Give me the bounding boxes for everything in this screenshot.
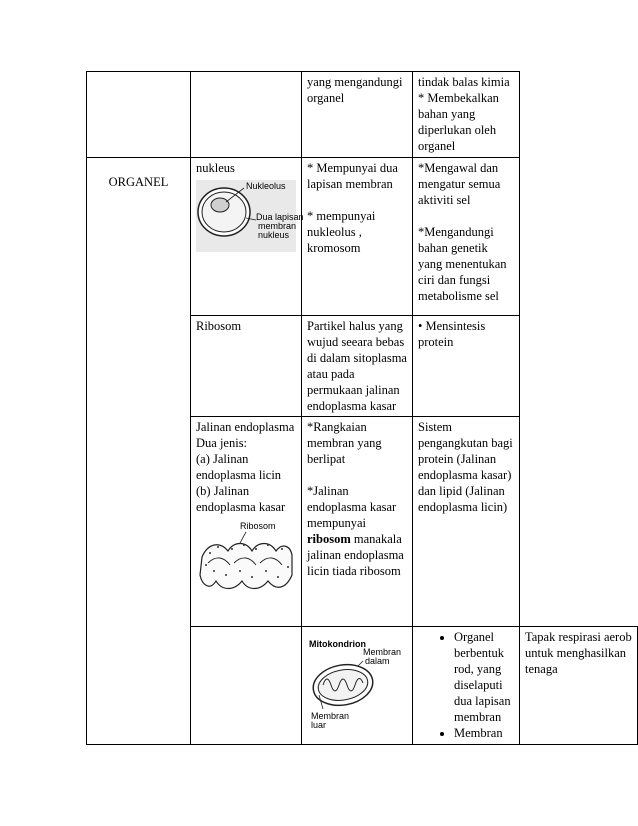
mitochondrion-diagram: [307, 633, 407, 733]
er-membrane: [200, 544, 292, 589]
label-nukleus: nukleus: [258, 230, 290, 240]
list-item: • Organel berbentuk rod, yang diselaputi dua lapisan membran: [454, 629, 514, 725]
cell-organel-name: [302, 627, 413, 745]
organel-table: [86, 71, 638, 745]
cell-function: [413, 417, 520, 627]
organel-name: nukleus: [196, 161, 235, 175]
label-membran: membran: [258, 221, 297, 231]
function-text: • Mensintesis protein: [418, 319, 486, 349]
structure-text: Partikel halus yang wujud seeara bebas di dalam sitoplasma atau pada permukaan jalinan endoplasma kasar: [307, 319, 407, 413]
cell-function: [413, 316, 520, 417]
label-ribosom: Ribosom: [240, 521, 276, 531]
cell-category: [87, 72, 191, 158]
cell-category: [191, 627, 302, 745]
cell-organel-name: [191, 72, 302, 158]
cell-function: [413, 72, 520, 158]
label-membran-dalam-1: Membran: [363, 647, 402, 657]
label-dua-lapisan: Dua lapisan: [256, 212, 304, 222]
organel-name: Jalinan endoplasma Dua jenis: (a) Jalinan endoplasma licin (b) Jalinan endoplasma kasar: [196, 420, 295, 514]
label-membran-dalam-2: dalam: [365, 656, 390, 666]
nucleolus-shape: [211, 198, 229, 212]
cell-category: [87, 158, 191, 745]
label-membran-luar-1: Membran: [311, 711, 350, 721]
cell-organel-name: [191, 158, 302, 316]
structure-text-bold: ribosom: [307, 532, 351, 546]
structure-text: yang mengandungi organel: [307, 75, 403, 105]
cell-structure: [302, 158, 413, 316]
cell-structure: [302, 72, 413, 158]
cell-function: [520, 627, 638, 745]
cell-structure: [413, 627, 520, 745]
label-membran-luar-2: luar: [311, 720, 327, 730]
structure-bullets: [418, 629, 514, 741]
structure-text-part2: manakala jalinan endoplasma licin tiada ribosom: [307, 532, 404, 578]
cell-organel-name: [191, 316, 302, 417]
cell-structure: [302, 316, 413, 417]
function-text: tindak balas kimia * Membekalkan bahan yang diperlukan oleh organel: [418, 75, 510, 153]
table-row: [87, 72, 638, 158]
table-row: [87, 158, 638, 316]
structure-text-part1: *Rangkaian membran yang berlipat *Jalinan endoplasma kasar mempunyai: [307, 420, 397, 530]
organel-name: Ribosom: [196, 319, 242, 333]
list-item: • Membran: [454, 725, 514, 741]
label-nukleolus: Nukleolus: [246, 181, 286, 191]
function-text: *Mengawal dan mengatur semua aktiviti sel *Mengandungi bahan genetik yang menentukan ciri dan fungsi metabolisme sel: [418, 161, 507, 303]
cell-organel-name: [191, 417, 302, 627]
category-label: ORGANEL: [108, 175, 169, 189]
label-mitokondrion: Mitokondrion: [309, 639, 366, 649]
nuclear-envelope-inner: [202, 192, 246, 232]
function-text: Tapak respirasi aerob untuk menghasilkan tenaga: [525, 630, 632, 676]
structure-text: * Mempunyai dua lapisan membran * mempunyai nukleolus , kromosom: [307, 161, 398, 255]
nucleus-diagram: [196, 180, 304, 252]
cell-structure: [302, 417, 413, 627]
cell-function: [413, 158, 520, 316]
er-diagram: [196, 519, 296, 597]
function-text: Sistem pengangkutan bagi protein (Jalinan endoplasma kasar) dan lipid (Jalinan endoplasma licin): [418, 420, 513, 514]
ribosom-pointer: [240, 532, 246, 543]
structure-text-1: [307, 419, 407, 579]
